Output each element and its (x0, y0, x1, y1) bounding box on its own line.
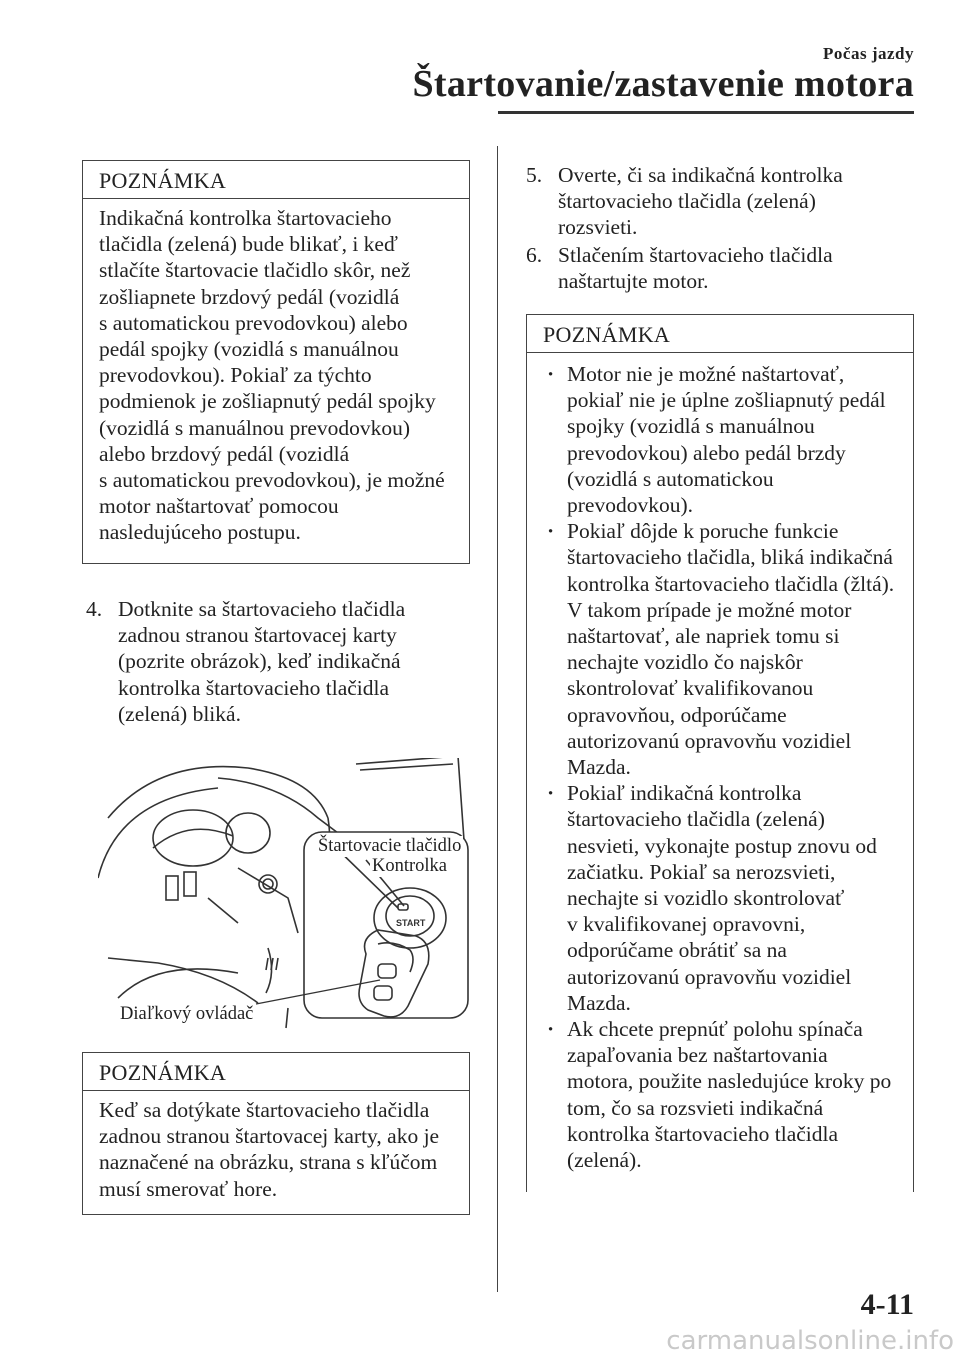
note-heading: POZNÁMKA (83, 1053, 469, 1091)
bullet-line: (zelená). (567, 1148, 642, 1173)
bullet-item (543, 780, 903, 1016)
note-line: musí smerovať hore. (99, 1176, 278, 1201)
label-start-button: Štartovacie tlačidlo (318, 836, 462, 856)
bullet-line: kontrolka štartovacieho tlačidla (žltá). (567, 571, 895, 596)
step-text (72, 596, 472, 727)
note-line: pedál spojky (vozidlá s manuálnou (99, 337, 399, 362)
bullet-line: autorizovanú opravovňu vozidiel (567, 728, 852, 753)
page-number: 4-11 (860, 1288, 914, 1321)
step-line: Dotknite sa štartovacieho tlačidla (118, 597, 406, 621)
note-heading: POZNÁMKA (83, 161, 469, 199)
bullet-line: Mazda. (567, 990, 631, 1015)
bullet-line: pokiaľ nie je úplne zošliapnutý pedál (567, 388, 886, 413)
bullet-line: nechajte si vozidlo skontrolovať (567, 886, 845, 911)
bullet-line: (vozidlá s automatickou (567, 466, 774, 491)
page-title: Štartovanie/zastavenie motora (412, 63, 914, 105)
bullet-line: · Pokiaľ indikačná kontrolka (567, 781, 802, 806)
note-box (82, 1052, 470, 1215)
bullet-line: nesvieti, vykonajte postup znovu od (567, 833, 877, 858)
bullet-line: odporúčame obrátiť sa na (567, 938, 787, 963)
note-line: tlačidla (zelená) bude blikať, i keď (99, 232, 398, 257)
column-divider (497, 146, 498, 1292)
bullet-line: prevodovkou). (567, 493, 693, 518)
note-line: s automatickou prevodovkou) alebo (99, 310, 408, 335)
note-heading: POZNÁMKA (527, 315, 913, 353)
note-line: stlačíte štartovacie tlačidlo skôr, než (99, 258, 411, 283)
header-rule (498, 111, 914, 114)
bullet-list (543, 361, 903, 1173)
step-line: kontrolka štartovacieho tlačidla (118, 675, 390, 700)
bullet-line: opravovňou, odporúčame (567, 702, 787, 727)
bullet-line: V takom prípade je možné motor (567, 597, 852, 622)
bullet-line: Mazda. (567, 755, 631, 780)
note-box (526, 314, 914, 1192)
bullet-line: štartovacieho tlačidla (zelená) (567, 807, 825, 832)
bullet-item (543, 518, 903, 780)
bullet-line: tom, čo sa rozsvieti indikačná (567, 1095, 824, 1120)
step-line: štartovacieho tlačidla (zelená) (558, 189, 816, 214)
bullet-item (543, 1016, 903, 1173)
bullet-line: · Pokiaľ dôjde k poruche funkcie (567, 519, 839, 544)
bullet-line: prevodovkou) alebo pedál brzdy (567, 440, 846, 465)
note-body (83, 199, 469, 556)
start-button-text: START (396, 918, 426, 928)
step-line: (zelená) bliká. (118, 701, 241, 726)
label-remote: Diaľkový ovládač (120, 1004, 254, 1024)
step-text (512, 162, 922, 241)
bullet-line: autorizovanú opravovňu vozidiel (567, 964, 852, 989)
note-line: motor naštartovať pomocou (99, 494, 339, 519)
step-number: 5. (526, 163, 543, 187)
bullet-line: zapaľovania bez naštartovania (567, 1043, 828, 1068)
step-line: rozsvieti. (558, 215, 638, 240)
step-6 (512, 242, 922, 294)
bullet-line: štartovacieho tlačidla, bliká indikačná (567, 545, 893, 570)
note-body (527, 353, 913, 1183)
note-box (82, 160, 470, 564)
note-body (83, 1091, 469, 1212)
bullet-line: · Ak chcete prepnúť polohu spínača (567, 1017, 863, 1042)
note-line: (vozidlá s manuálnou prevodovkou) (99, 415, 411, 440)
note-line: naznačené na obrázku, strana s kľúčom (99, 1150, 438, 1175)
note-line: zošliapnete brzdový pedál (vozidlá (99, 284, 400, 309)
note-line: zadnou stranou štartovacej karty, ako je (99, 1124, 440, 1149)
step-line: Stlačením štartovacieho tlačidla (558, 243, 833, 267)
bullet-line: skontrolovať kvalifikovanou (567, 676, 814, 701)
watermark: carmanualsonline.info (666, 1326, 954, 1356)
step-text (512, 242, 922, 294)
note-line: nasledujúceho postupu. (99, 520, 301, 545)
bullet-item (543, 361, 903, 518)
note-line: s automatickou prevodovkou), je možné (99, 468, 445, 493)
step-line: naštartujte motor. (558, 269, 709, 294)
step-4 (72, 596, 472, 727)
step-number: 6. (526, 243, 543, 267)
bullet-line: v kvalifikovanej opravovni, (567, 912, 806, 937)
bullet-line: spojky (vozidlá s manuálnou (567, 414, 815, 439)
bullet-line: nechajte vozidlo čo najskôr (567, 650, 803, 675)
step-5 (512, 162, 922, 241)
step-line: Overte, či sa indikačná kontrolka (558, 163, 843, 187)
note-line: Keď sa dotýkate štartovacieho tlačidla (99, 1098, 430, 1122)
dashboard-drawing (98, 758, 470, 1034)
bullet-line: kontrolka štartovacieho tlačidla (567, 1121, 839, 1146)
note-line: prevodovkou). Pokiaľ za týchto (99, 363, 372, 388)
note-line: Indikačná kontrolka štartovacieho (99, 206, 392, 230)
label-indicator: Kontrolka (372, 856, 448, 876)
bullet-line: naštartovať, ale napriek tomu si (567, 624, 840, 649)
bullet-line: · Motor nie je možné naštartovať, (567, 362, 845, 386)
bullet-line: začiatku. Pokiaľ sa nerozsvieti, (567, 859, 836, 884)
start-button-illustration (98, 758, 470, 1034)
bullet-line: motora, použite nasledujúce kroky po (567, 1069, 892, 1094)
step-line: (pozrite obrázok), keď indikačná (118, 649, 401, 674)
note-line: alebo brzdový pedál (vozidlá (99, 441, 350, 466)
note-line: podmienok je zošliapnutý pedál spojky (99, 389, 436, 414)
step-number: 4. (86, 597, 103, 621)
section-title: Počas jazdy (823, 44, 914, 63)
step-line: zadnou stranou štartovacej karty (118, 623, 397, 648)
